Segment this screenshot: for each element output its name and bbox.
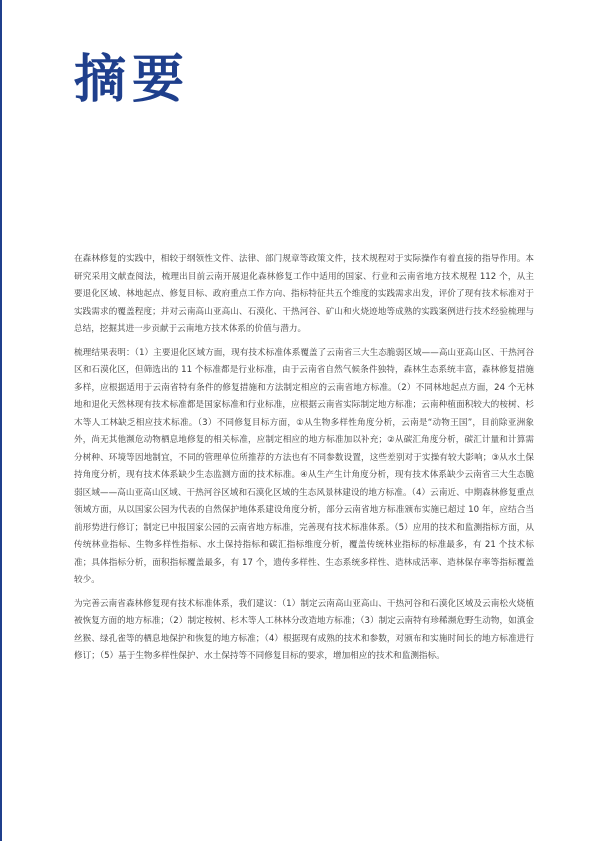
paragraph-introduction: 在森林修复的实践中，相较于纲领性文件、法律、部门规章等政策文件，技术规程对于实际操作有着直接的指导作用。本研究采用文献查阅法，梳理出目前云南开展退化森林修复工作中适用的国家、行业和云南省地方技术规程 112 个，从主要退化区域、林地起点、修复目标、政府重点工作方向、指标特征共五个维度的实践需求出发，评价了现有技术标准对于实践需求的覆盖程度；并对云南高山亚高山、石漠化、干热河谷、矿山和火烧迹地等成熟的实践案例进行技术经验梳理与总结，挖掘其进一步贡献于云南地方技术体系的价值与潜力。 [74, 254, 534, 334]
paragraph-recommendations: 为完善云南省森林修复现有技术标准体系，我们建议：（1）制定云南高山亚高山、干热河谷和石漠化区域及云南松火烧植被恢复方面的地方标准；（2）制定桉树、杉木等人工林林分改造地方标准；（3）制定云南特有珍稀濒危野生动物，如滇金丝猴、绿孔雀等的栖息地保护和恢复的地方标准；（4）根据现有成熟的技术和参数，对颁布和实施时间长的地方标准进行修订；（5）基于生物多样性保护、水土保持等不同修复目标的要求，增加相应的技术和监测指标。 [74, 598, 534, 661]
abstract-body [74, 251, 534, 672]
paragraph-findings: 梳理结果表明：（1）主要退化区域方面，现有技术标准体系覆盖了云南省三大生态脆弱区域——高山亚高山区、干热河谷区和石漠化区，但筛选出的 11 个标准都是行业标准，由于云南省自然气候条件独特，森林生态系统丰富，森林修复措施多样，应根据适用于云南省特有条件的修复措施和方法制定相应的云南省地方标准。（2）不同林地起点方面，24 个无林地和退化天然林现有技术标准都是国家标准和行业标准，应根据云南省实际制定地方标准；云南种植面积较大的桉树、杉木等人工林缺乏相应技术标准。（3）不同修复目标方面，①从生物多样性角度分析，云南是“动物王国”，目前除亚洲象外，尚无其他濒危动物栖息地修复的相关标准，应制定相应的地方标准加以补充；②从碳汇角度分析，碳汇计量和计算需分树种、环境等因地制宜，不同的管理单位所推荐的方法也有不同参数设置，这些差别对于实操有较大影响；③从水土保持角度分析，现有技术体系缺少生态监测方面的技术标准。④从生产生计角度分析，现有技术体系缺少云南省三大生态脆弱区域——高山亚高山区域、干热河谷区域和石漠化区域的生态风景林建设的地方标准。（4）云南近、中期森林修复重点领域方面，从以国家公园为代表的自然保护地体系建设角度分析，部分云南省地方标准颁布实施已超过 10 年，应结合当前形势进行修订；制定已申报国家公园的云南省地方标准，完善现有技术标准体系。（5）应用的技术和监测指标方面，从传统林业指标、生物多样性指标、水土保持指标和碳汇指标维度分析，覆盖传统林业指标的标准最多，有 21 个技术标准；具体指标分析，面积指标覆盖最多，有 17 个，遗传多样性、生态系统多样性、造林成活率、造林保存率等指标覆盖较少。 [74, 347, 534, 585]
page-title: 摘要 [74, 50, 191, 110]
left-edge-rule [0, 0, 2, 841]
